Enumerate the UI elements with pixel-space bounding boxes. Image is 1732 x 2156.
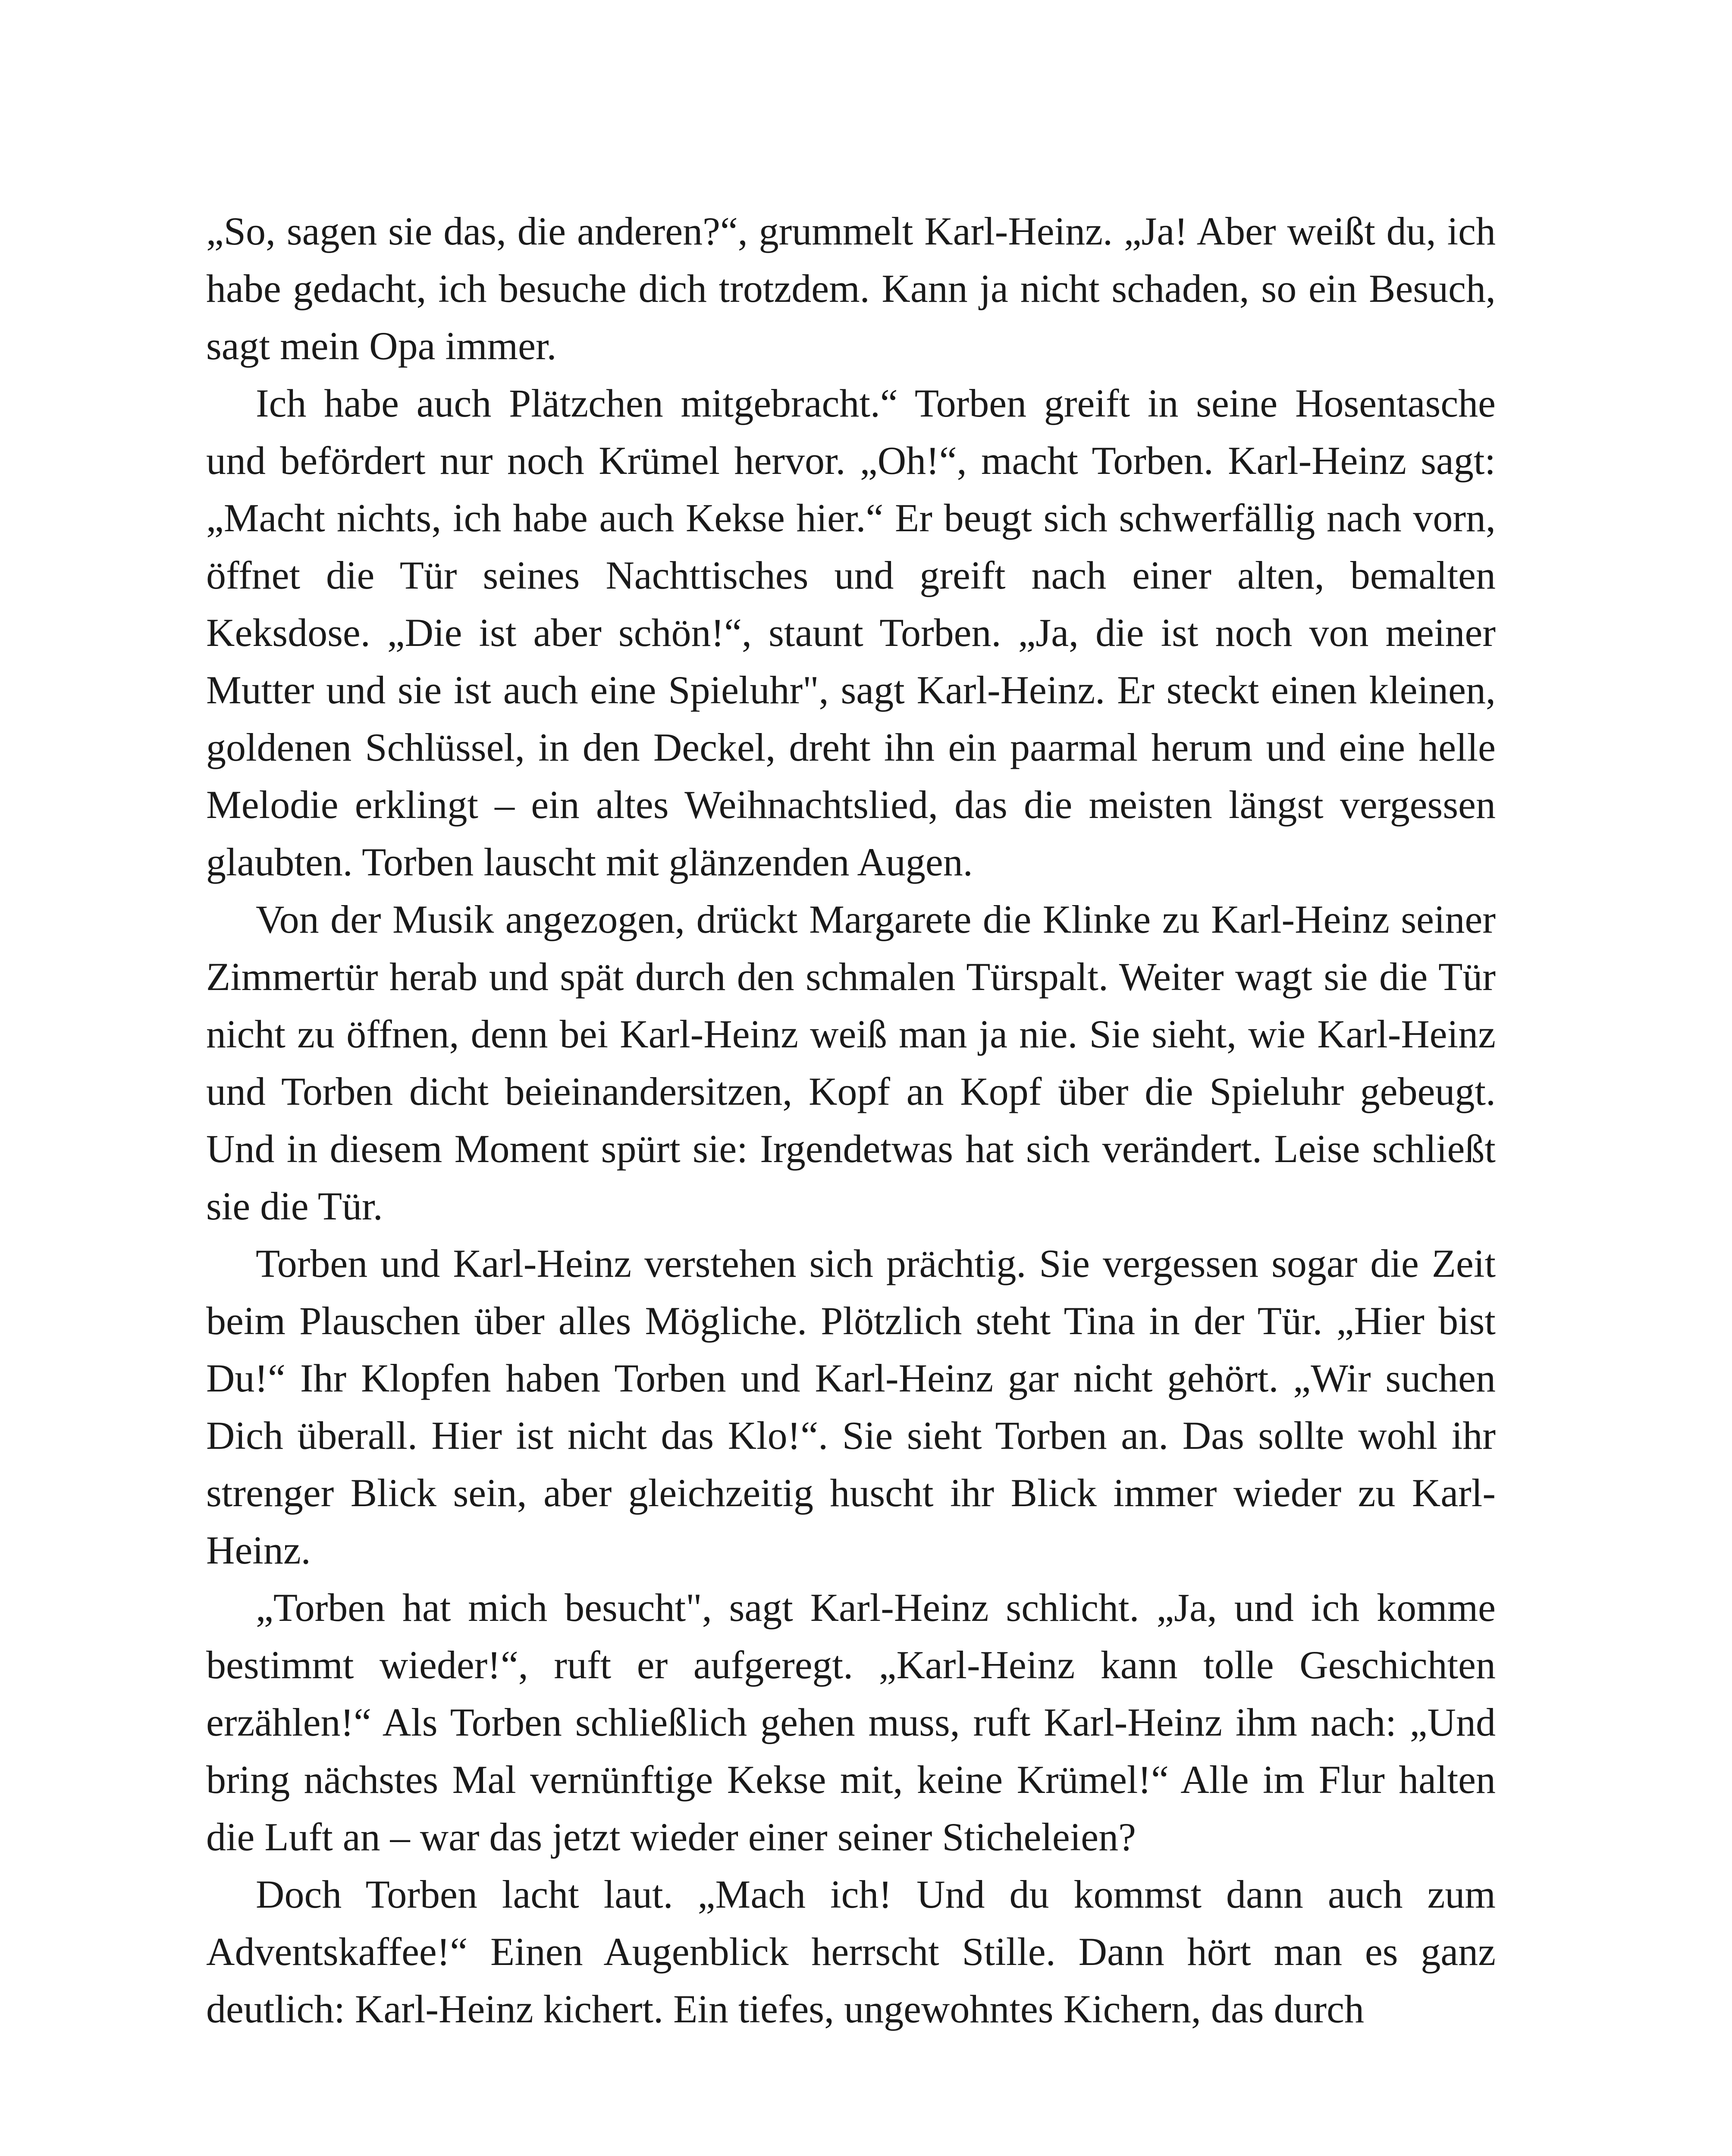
paragraph-4: Torben und Karl-Heinz verstehen sich prächtig. Sie vergessen sogar die Zeit beim Plauschen über alles Mögliche. Plötzlich steht Tina in der Tür. „Hier bist Du!“ Ihr Klopfen haben Torben und Karl-Heinz gar nicht gehört. „Wir suchen Dich überall. Hier ist nicht das Klo!“. Sie sieht Torben an. Das sollte wohl ihr strenger Blick sein, aber gleichzeitig huscht ihr Blick immer wieder zu Karl-Heinz.: [206, 1241, 1496, 1572]
paragraph-5: „Torben hat mich besucht", sagt Karl-Heinz schlicht. „Ja, und ich komme bestimmt wieder!“, ruft er aufgeregt. „Karl-Heinz kann tolle Geschichten erzählen!“ Als Torben schließlich gehen muss, ruft Karl-Heinz ihm nach: „Und bring nächstes Mal vernünftige Kekse mit, keine Krümel!“ Alle im Flur halten die Luft an – war das jetzt wieder einer seiner Sticheleien?: [206, 1586, 1496, 1859]
paragraph-2: Ich habe auch Plätzchen mitgebracht.“ Torben greift in seine Hosentasche und befördert nur noch Krümel hervor. „Oh!“, macht Torben. Karl-Heinz sagt: „Macht nichts, ich habe auch Kekse hier.“ Er beugt sich schwerfällig nach vorn, öffnet die Tür seines Nachttisches und greift nach einer alten, bemalten Keksdose. „Die ist aber schön!“, staunt Torben. „Ja, die ist noch von meiner Mutter und sie ist auch eine Spieluhr", sagt Karl-Heinz. Er steckt einen kleinen, goldenen Schlüssel, in den Deckel, dreht ihn ein paarmal herum und eine helle Melodie erklingt – ein altes Weihnachtslied, das die meisten längst vergessen glaubten. Torben lauscht mit glänzenden Augen.: [206, 381, 1496, 884]
paragraph-1: „So, sagen sie das, die anderen?“, grummelt Karl-Heinz. „Ja! Aber weißt du, ich habe gedacht, ich besuche dich trotzdem. Kann ja nicht schaden, so ein Besuch, sagt mein Opa immer.: [206, 209, 1496, 368]
body-text: [206, 203, 1496, 2038]
paragraph-3: Von der Musik angezogen, drückt Margarete die Klinke zu Karl-Heinz seiner Zimmertür herab und spät durch den schmalen Türspalt. Weiter wagt sie die Tür nicht zu öffnen, denn bei Karl-Heinz weiß man ja nie. Sie sieht, wie Karl-Heinz und Torben dicht beieinandersitzen, Kopf an Kopf über die Spieluhr gebeugt. Und in diesem Moment spürt sie: Irgendetwas hat sich verändert. Leise schließt sie die Tür.: [206, 897, 1496, 1228]
paragraph-6: Doch Torben lacht laut. „Mach ich! Und du kommst dann auch zum Adventskaffee!“ Einen Augenblick herrscht Stille. Dann hört man es ganz deutlich: Karl-Heinz kichert. Ein tiefes, ungewohntes Kichern, das durch: [206, 1872, 1496, 2031]
